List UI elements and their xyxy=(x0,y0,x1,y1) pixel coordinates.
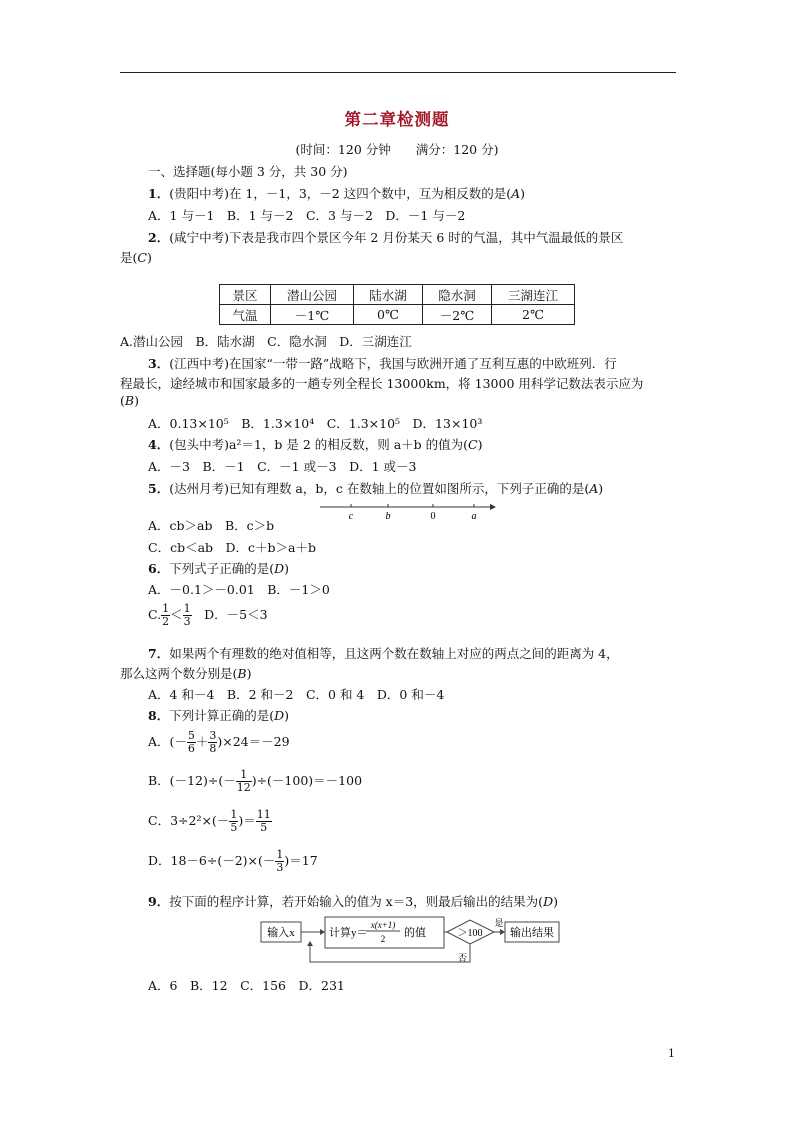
table-cell: 陆水湖 xyxy=(354,285,423,305)
question-6-options-cd: C. $\frac{1}{2}$ ＜ $\frac{1}{3}$ D．－5＜3 xyxy=(148,602,268,628)
question-4: 4．(包头中考)a²＝1，b 是 2 的相反数，则 a＋b 的值为(C) xyxy=(148,437,483,452)
answer: B xyxy=(124,393,135,408)
question-5-options-cd: C．cb＜ab D．c＋b＞a＋b xyxy=(148,540,316,555)
answer: A xyxy=(511,186,521,201)
table-cell: 景区 xyxy=(220,285,271,305)
question-7-options: A．4 和－4 B．2 和－2 C．0 和 4 D．0 和－4 xyxy=(148,687,445,702)
answer: C xyxy=(468,437,478,452)
answer: D xyxy=(274,561,285,576)
axis-label-0: 0 xyxy=(430,511,436,522)
calc-label-1: 计算y＝ xyxy=(329,927,368,939)
question-7: 7．如果两个有理数的绝对值相等，且这两个数在数轴上对应的两点之间的距离为 4， xyxy=(148,646,619,661)
header-rule xyxy=(120,72,676,73)
table-cell: 潜山公园 xyxy=(271,285,354,305)
exam-info: (时间：120 分钟 满分：120 分) xyxy=(295,142,499,157)
axis-label-c: c xyxy=(348,511,354,522)
table-cell: 隐水洞 xyxy=(423,285,492,305)
question-8-option-c: C．3÷2²×(－ $\frac{1}{5}$ )＝ $\frac{11}{5}$ xyxy=(148,808,271,834)
condition-label: ＞100 xyxy=(457,928,483,939)
question-1-options: A．1 与－1 B．1 与－2 C．3 与－2 D．－1 与－2 xyxy=(148,208,466,223)
table-cell: 0℃ xyxy=(354,305,423,325)
table-cell: －1℃ xyxy=(271,305,354,325)
question-3-cont: 程最长，途经城市和国家最多的一趟专列全程长 13000km，将 13000 用科学记数法表示应为 xyxy=(120,376,644,391)
answer: A xyxy=(589,481,599,496)
yes-label: 是 xyxy=(494,918,504,928)
question-7-cont: 那么这两个数分别是(B) xyxy=(120,666,252,681)
question-9-options: A．6 B．12 C．156 D．231 xyxy=(148,978,345,993)
question-3: 3．(江西中考)在国家“一带一路”战略下，我国与欧洲开通了互利互惠的中欧班列．行 xyxy=(148,356,617,371)
axis-label-a: a xyxy=(471,511,477,522)
fraction: $\frac{5}{6}$ xyxy=(187,729,195,755)
answer: B xyxy=(237,666,247,681)
fraction: $\frac{1}{2}$ xyxy=(162,602,170,628)
question-8-option-d: D．18－6÷(－2)×(－ $\frac{1}{3}$ )＝17 xyxy=(148,848,318,874)
fraction: $\frac{11}{5}$ xyxy=(256,808,271,834)
fraction: $\frac{1}{3}$ xyxy=(183,602,191,628)
question-9: 9．按下面的程序计算，若开始输入的值为 x＝3，则最后输出的结果为(D) xyxy=(148,894,558,909)
question-3-cont2: (B) xyxy=(120,393,139,408)
temperature-table xyxy=(219,284,575,325)
axis-label-b: b xyxy=(385,511,391,522)
question-8-option-b: B．(－12)÷(－ $\frac{1}{12}$ )÷(－100)＝－100 xyxy=(148,768,363,794)
no-label: 否 xyxy=(458,953,468,963)
question-3-options: A．0.13×10⁵ B．1.3×10⁴ C．1.3×10⁵ D．13×10³ xyxy=(148,416,483,431)
calc-numerator: x(x+1) xyxy=(370,920,396,930)
fraction: $\frac{1}{5}$ xyxy=(230,808,238,834)
number-line xyxy=(318,500,498,522)
question-1: 1．(贵阳中考)在 1，－1，3，－2 这四个数中，互为相反数的是(A) xyxy=(148,186,526,201)
table-cell: 2℃ xyxy=(492,305,575,325)
question-6-options-ab: A．－0.1＞－0.01 B．－1＞0 xyxy=(148,582,330,597)
fraction: $\frac{3}{8}$ xyxy=(209,729,217,755)
answer: D xyxy=(274,708,285,723)
output-label: 输出结果 xyxy=(510,927,554,939)
calc-label-2: 的值 xyxy=(404,927,426,939)
question-6: 6．下列式子正确的是(D) xyxy=(148,561,290,576)
question-2-cont: 是(C) xyxy=(120,250,152,265)
question-2: 2．(咸宁中考)下表是我市四个景区今年 2 月份某天 6 时的气温，其中气温最低的景区 xyxy=(148,230,624,245)
question-4-options: A．－3 B．－1 C．－1 或－3 D．1 或－3 xyxy=(148,459,417,474)
question-8-option-a: A．(－ $\frac{5}{6}$ ＋ $\frac{3}{8}$ )×24＝－29 xyxy=(148,729,290,755)
question-8: 8．下列计算正确的是(D) xyxy=(148,708,290,723)
fraction: $\frac{1}{3}$ xyxy=(276,848,284,874)
table-cell: 气温 xyxy=(220,305,271,325)
table-cell: －2℃ xyxy=(423,305,492,325)
question-5: 5．(达州月考)已知有理数 a，b，c 在数轴上的位置如图所示，下列子正确的是(A) xyxy=(148,481,604,496)
question-5-options-ab: A．cb＞ab B．c＞b xyxy=(148,518,275,533)
question-2-options: A.潜山公园 B．陆水湖 C．隐水洞 D．三湖连江 xyxy=(120,334,412,349)
page-title: 第二章检测题 xyxy=(344,110,450,129)
answer: C xyxy=(137,250,147,265)
section-heading: 一、选择题(每小题 3 分，共 30 分) xyxy=(148,164,348,179)
fraction: $\frac{1}{12}$ xyxy=(236,768,251,794)
flowchart xyxy=(258,914,564,970)
table-cell: 三湖连江 xyxy=(492,285,575,305)
input-label: 输入x xyxy=(267,927,295,939)
calc-denominator: 2 xyxy=(380,934,386,944)
answer: D xyxy=(543,894,554,909)
page-number: 1 xyxy=(668,1047,675,1060)
